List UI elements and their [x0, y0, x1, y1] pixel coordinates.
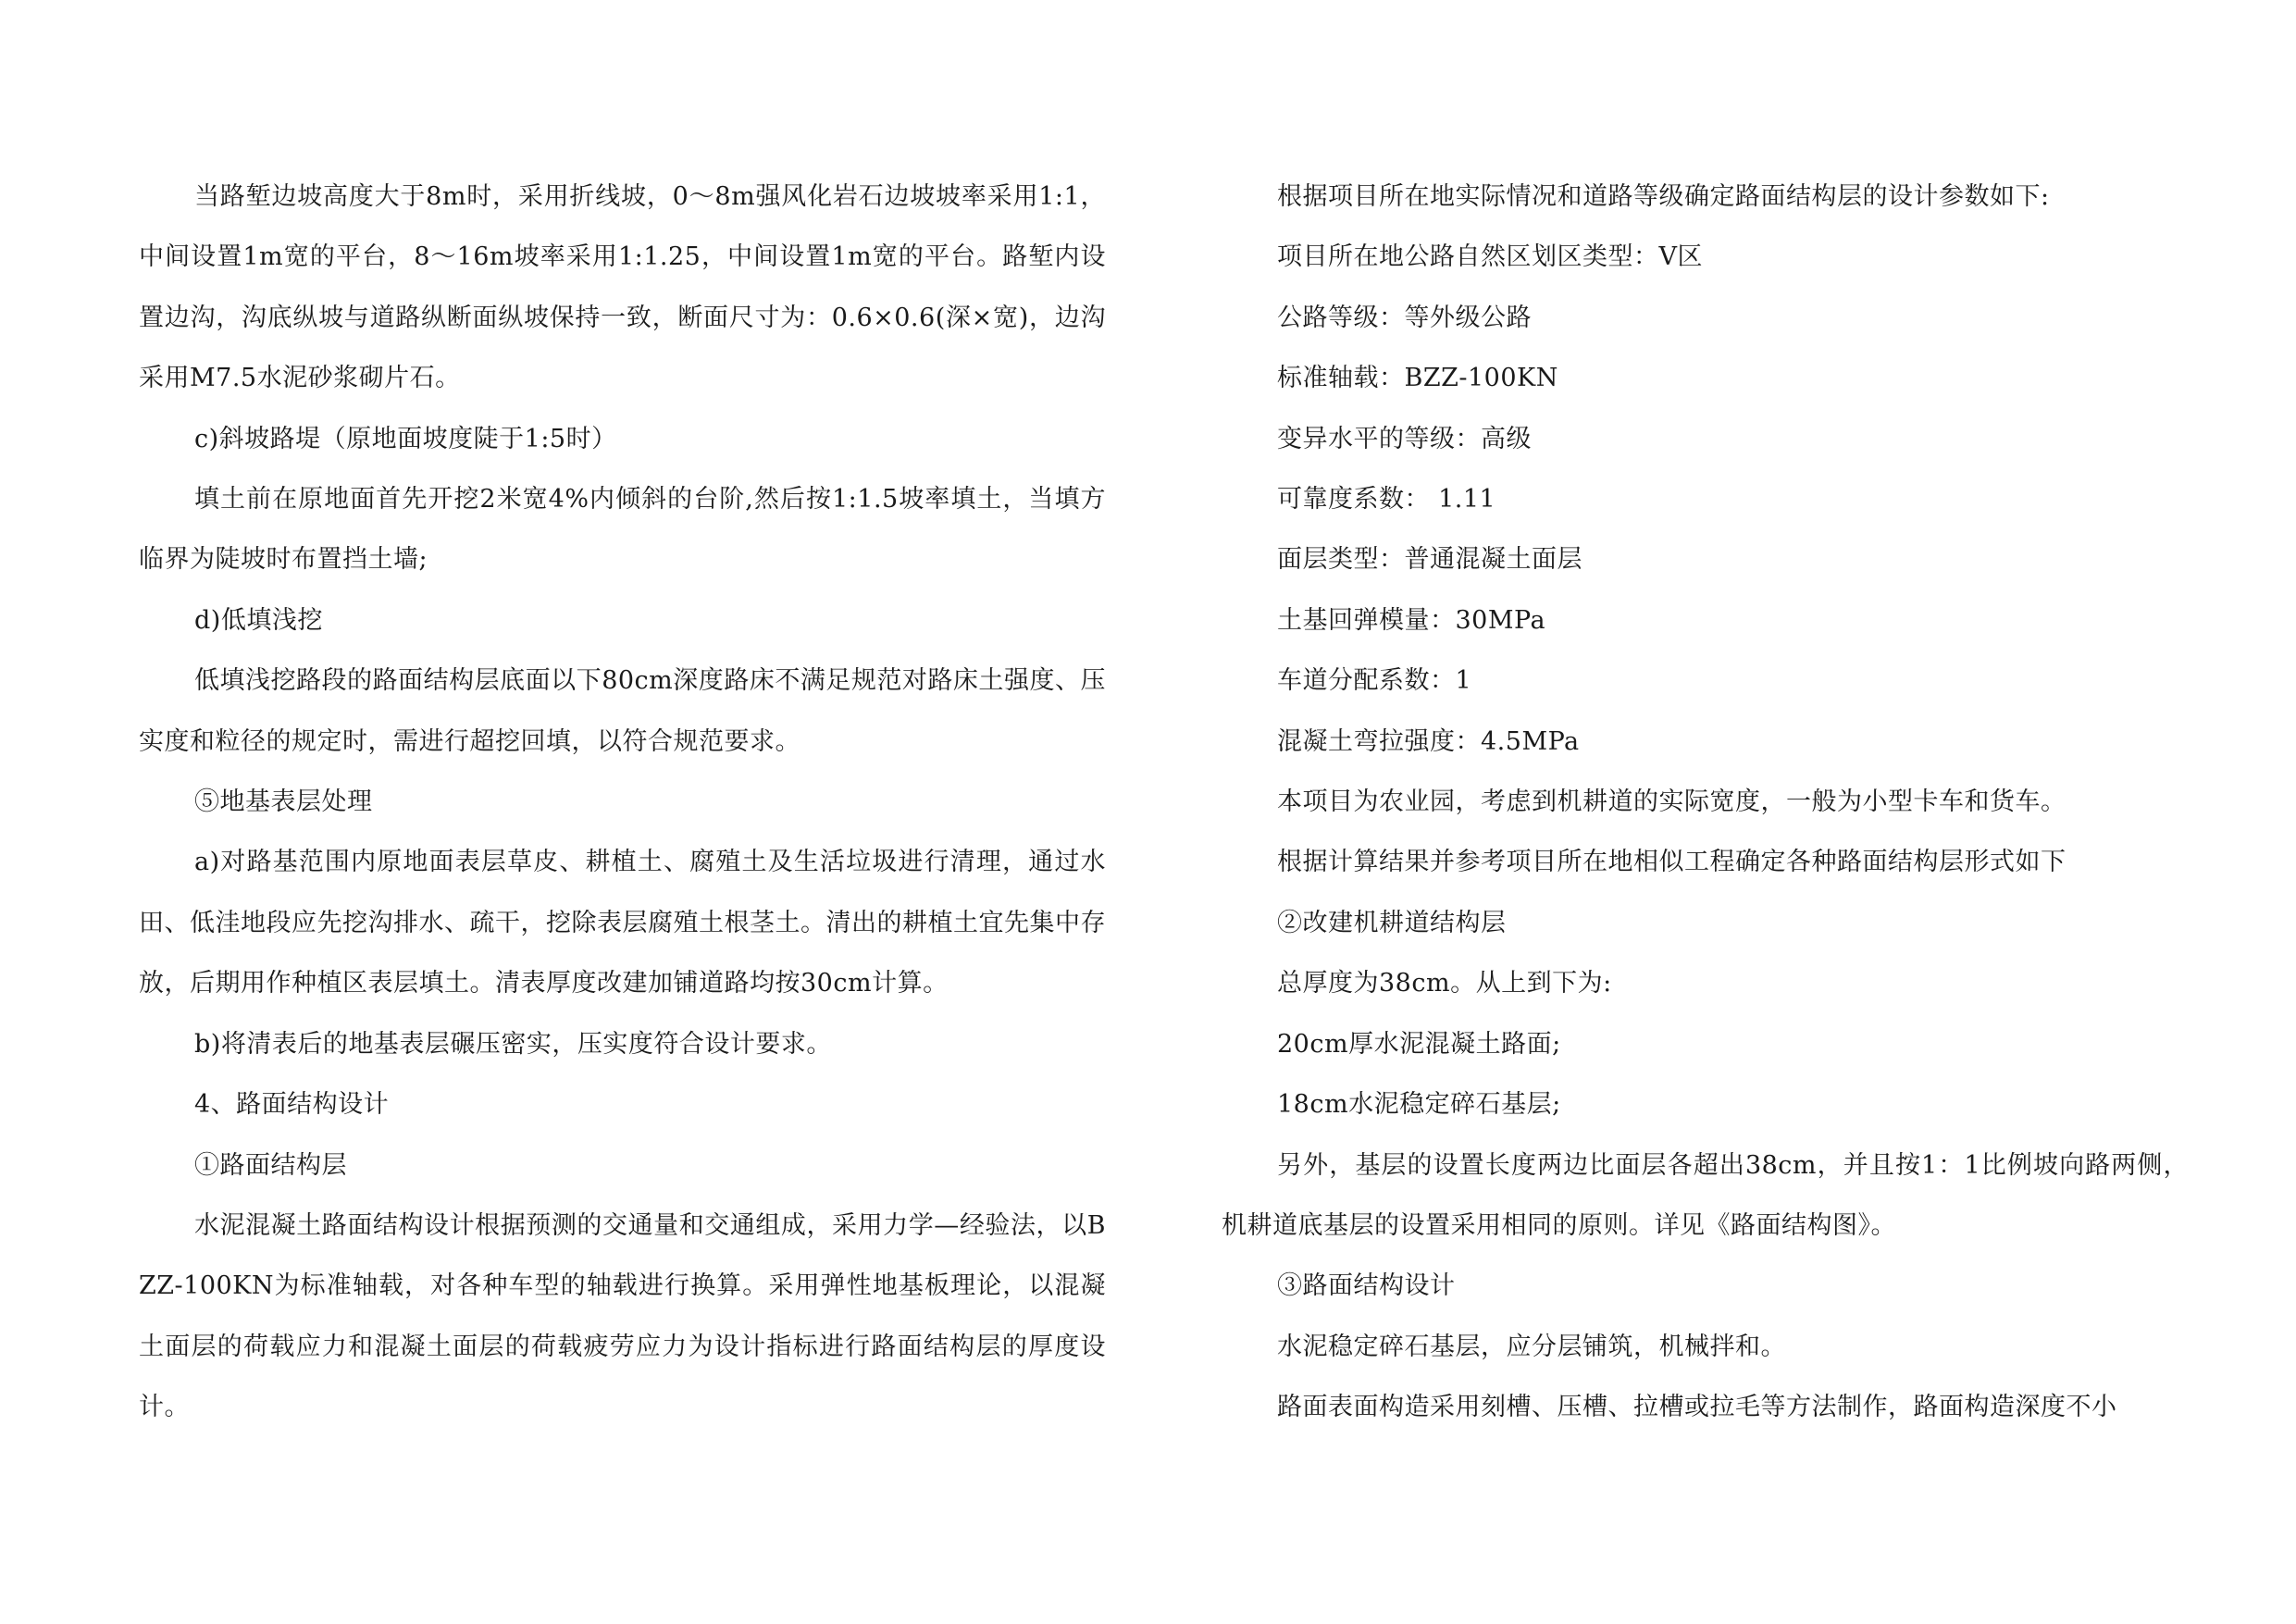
subheading-pavement-layer: ①路面结构层 [194, 1150, 347, 1180]
param-reliability-coefficient: 可靠度系数： 1.11 [1277, 485, 1496, 514]
paragraph-project-vehicles: 本项目为农业园，考虑到机耕道的实际宽度，一般为小型卡车和货车。 [1277, 787, 2066, 817]
param-road-grade: 公路等级：等外级公路 [1277, 303, 1532, 332]
subheading-rebuilt-road-layers: ②改建机耕道结构层 [1277, 908, 1507, 937]
paragraph-low-fill: 低填浅挖路段的路面结构层底面以下80cm深度路床不满足规范对路床土强度、压实度和粒径的规定时，需进行超挖回填，以符合规范要求。 [139, 666, 1106, 756]
paragraph-structure-forms-intro: 根据计算结果并参考项目所在地相似工程确定各种路面结构层形式如下 [1277, 848, 2066, 877]
paragraph-compaction: b)将清表后的地基表层碾压密实，压实度符合设计要求。 [194, 1029, 832, 1059]
paragraph-base-extension: 另外，基层的设置长度两边比面层各超出38cm，并且按1：1比例坡向路两侧，机耕道底基层的设置采用相同的原则。详见《路面结构图》。 [1222, 1150, 2189, 1240]
paragraph-design-params-intro: 根据项目所在地实际情况和道路等级确定路面结构层的设计参数如下: [1277, 182, 2050, 211]
paragraph-slope-embankment-heading: c)斜坡路堤（原地面坡度陡于1:5时） [194, 424, 617, 453]
paragraph-foundation-clearing: a)对路基范围内原地面表层草皮、耕植土、腐殖土及生活垃圾进行清理，通过水田、低洼地段应先挖沟排水、疏干，挖除表层腐殖土根茎土。清出的耕植土宜先集中存放，后期用作种植区表层填土。清表厚度改建加铺道路均按30cm计算。 [139, 848, 1106, 998]
layer-concrete-surface: 20cm厚水泥混凝土路面; [1277, 1029, 1561, 1059]
layer-cement-stabilized-base: 18cm水泥稳定碎石基层; [1277, 1090, 1561, 1120]
right-column [1222, 167, 2189, 1438]
paragraph-pavement-method: 水泥混凝土路面结构设计根据预测的交通量和交通组成，采用力学—经验法，以BZZ-100KN为标准轴载，对各种车型的轴载进行换算。采用弹性地基板理论，以混凝土面层的荷载应力和混凝土面层的荷载疲劳应力为设计指标进行路面结构层的厚度设计。 [139, 1210, 1106, 1422]
section-heading-pavement-design: 4、路面结构设计 [194, 1090, 390, 1120]
paragraph-surface-texture: 路面表面构造采用刻槽、压槽、拉槽或拉毛等方法制作，路面构造深度不小 [1277, 1393, 2117, 1422]
paragraph-low-fill-heading: d)低填浅挖 [194, 605, 323, 635]
paragraph-cut-slope: 当路堑边坡高度大于8m时，采用折线坡，0～8m强风化岩石边坡坡率采用1:1，中间设置1m宽的平台，8～16m坡率采用1:1.25，中间设置1m宽的平台。路堑内设置边沟，沟底纵坡与道路纵断面纵坡保持一致，断面尺寸为：0.6×0.6(深×宽)，边沟采用M7.5水泥砂浆砌片石。 [139, 182, 1106, 393]
left-column [139, 167, 1106, 1438]
param-surface-type: 面层类型：普通混凝土面层 [1277, 545, 1582, 575]
param-natural-zone: 项目所在地公路自然区划区类型：Ⅴ区 [1277, 242, 1703, 272]
paragraph-total-thickness: 总厚度为38cm。从上到下为: [1277, 969, 1612, 998]
paragraph-foundation-heading: ⑤地基表层处理 [194, 787, 373, 817]
param-lane-distribution: 车道分配系数：1 [1277, 666, 1472, 696]
param-subgrade-modulus: 土基回弹模量：30MPa [1277, 605, 1546, 635]
param-standard-axle-load: 标准轴载：BZZ-100KN [1277, 364, 1558, 393]
paragraph-fill-steps: 填土前在原地面首先开挖2米宽4%内倾斜的台阶,然后按1:1.5坡率填土，当填方临界为陡坡时布置挡土墙; [139, 485, 1106, 575]
param-variation-level: 变异水平的等级：高级 [1277, 424, 1532, 453]
paragraph-base-construction: 水泥稳定碎石基层，应分层铺筑，机械拌和。 [1277, 1332, 1786, 1361]
param-flexural-strength: 混凝土弯拉强度：4.5MPa [1277, 726, 1580, 756]
subheading-pavement-structure-design: ③路面结构设计 [1277, 1271, 1456, 1301]
